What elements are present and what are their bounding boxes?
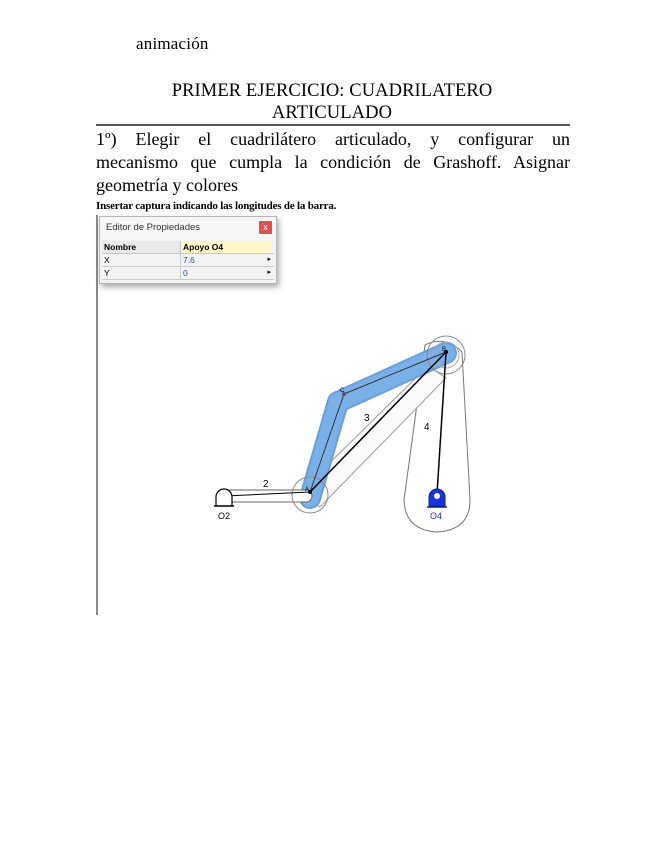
property-editor-panel (99, 216, 277, 284)
close-icon[interactable]: x (259, 221, 272, 234)
header-name-cell: Nombre (102, 241, 181, 253)
task-line-3: geometría y colores (96, 175, 238, 195)
expand-arrow-icon[interactable]: ▸ (267, 256, 271, 263)
property-editor-title: Editor de Propiedades (106, 222, 201, 233)
joint-b-label: B (442, 347, 447, 353)
ground-o2-label: O2 (218, 511, 231, 521)
figure-caption: Insertar captura indicando las longitudes de la barra. (96, 200, 337, 212)
property-value-y[interactable]: 0 (183, 268, 188, 278)
expand-arrow-icon[interactable]: ▸ (267, 269, 271, 276)
property-name-x: X (102, 254, 181, 266)
property-table-header (102, 241, 274, 254)
ground-o4-pin (434, 493, 440, 499)
task-line-1: 1º) Elegir el cuadrilátero articulado, y configurar un (96, 129, 570, 149)
property-row-x[interactable] (102, 254, 274, 267)
section-title-line-2: ARTICULADO (271, 103, 393, 123)
joint-c-label: C (340, 388, 345, 394)
ground-o4-label: O4 (430, 511, 443, 521)
ground-o2-support (216, 489, 232, 506)
task-line-2: mecanismo que cumpla la condición de Grashoff. Asignar (96, 152, 570, 172)
section-title-line-1: PRIMER EJERCICIO: CUADRILATERO (171, 81, 493, 101)
link-2-label: 2 (263, 479, 269, 490)
property-row-y[interactable] (102, 267, 274, 280)
joint-a-label: A (305, 487, 310, 493)
previous-text-line: animación (136, 34, 209, 53)
property-name-y: Y (102, 267, 181, 279)
link-3-label: 3 (364, 413, 370, 424)
property-table (102, 241, 274, 280)
link-4-label: 4 (424, 422, 430, 433)
property-editor-titlebar[interactable] (100, 217, 276, 239)
header-value-cell: Apoyo O4 (182, 241, 271, 253)
property-value-x[interactable]: 7.6 (183, 255, 195, 265)
